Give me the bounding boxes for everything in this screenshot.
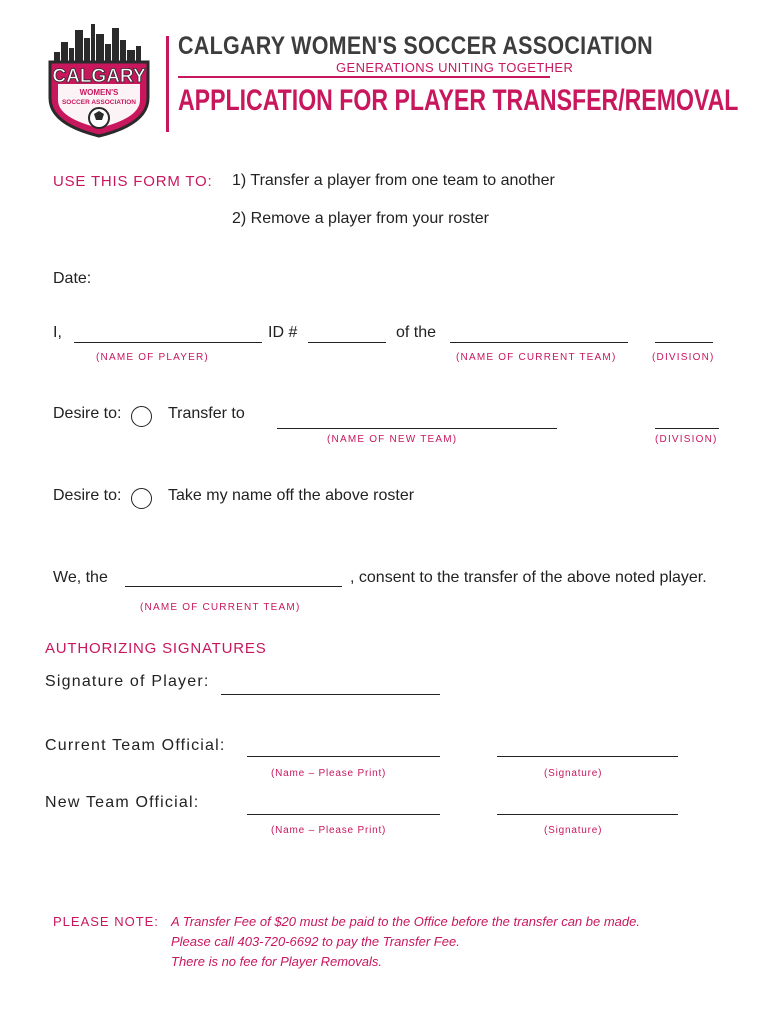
purpose-option-1: 1) Transfer a player from one team to another	[232, 172, 555, 189]
note-line-2: Please call 403-720-6692 to pay the Transfer Fee.	[171, 934, 460, 949]
current-division-field[interactable]	[655, 342, 713, 343]
note-label: PLEASE NOTE:	[53, 914, 159, 929]
logo-text-top: CALGARY	[52, 66, 146, 87]
caption-current-team: (NAME OF CURRENT TEAM)	[456, 352, 617, 363]
consent-suffix: , consent to the transfer of the above noted player.	[350, 569, 707, 586]
player-signature-label: Signature of Player:	[45, 673, 210, 690]
new-team-field[interactable]	[277, 428, 557, 429]
player-signature-field[interactable]	[221, 694, 440, 695]
current-official-label: Current Team Official:	[45, 737, 226, 754]
caption-division: (DIVISION)	[652, 352, 715, 363]
caption-new-official-signature: (Signature)	[544, 825, 603, 836]
removal-desire-label: Desire to:	[53, 487, 122, 504]
tagline: GENERATIONS UNITING TOGETHER	[336, 60, 574, 75]
new-division-field[interactable]	[655, 428, 719, 429]
caption-current-official-name: (Name – Please Print)	[271, 768, 387, 779]
consent-team-field[interactable]	[125, 586, 342, 587]
header-divider	[166, 36, 169, 132]
removal-text: Take my name off the above roster	[168, 487, 415, 504]
of-the-label: of the	[396, 324, 437, 341]
caption-new-team: (NAME OF NEW TEAM)	[327, 434, 458, 445]
caption-current-official-signature: (Signature)	[544, 768, 603, 779]
caption-consent-team: (NAME OF CURRENT TEAM)	[140, 602, 301, 613]
org-name: CALGARY WOMEN'S SOCCER ASSOCIATION	[178, 32, 653, 60]
current-team-field[interactable]	[450, 342, 628, 343]
consent-prefix: We, the	[53, 569, 108, 586]
tagline-underline	[178, 76, 550, 78]
logo	[44, 20, 154, 138]
current-official-signature-field[interactable]	[497, 756, 678, 757]
caption-new-official-name: (Name – Please Print)	[271, 825, 387, 836]
current-official-name-field[interactable]	[247, 756, 440, 757]
logo-graphic	[44, 20, 154, 138]
new-official-signature-field[interactable]	[497, 814, 678, 815]
note-body	[171, 912, 640, 972]
transfer-radio[interactable]	[131, 406, 152, 427]
player-prefix: I,	[53, 324, 62, 341]
note-line-3: There is no fee for Player Removals.	[171, 954, 382, 969]
player-id-field[interactable]	[308, 342, 386, 343]
purpose-option-2: 2) Remove a player from your roster	[232, 210, 489, 227]
caption-new-division: (DIVISION)	[655, 434, 718, 445]
removal-radio[interactable]	[131, 488, 152, 509]
player-name-field[interactable]	[74, 342, 262, 343]
logo-text-bottom: SOCCER ASSOCIATION	[61, 99, 137, 106]
signatures-heading: AUTHORIZING SIGNATURES	[45, 640, 267, 657]
id-label: ID #	[268, 324, 298, 341]
new-official-label: New Team Official:	[45, 794, 200, 811]
date-label: Date:	[53, 270, 92, 287]
logo-text-mid: WOMEN'S	[79, 88, 119, 97]
note-line-1: A Transfer Fee of $20 must be paid to the Office before the transfer can be made.	[171, 914, 640, 929]
transfer-desire-label: Desire to:	[53, 405, 122, 422]
purpose-label: USE THIS FORM TO:	[53, 173, 213, 190]
caption-player: (NAME OF PLAYER)	[96, 352, 209, 363]
new-official-name-field[interactable]	[247, 814, 440, 815]
transfer-text: Transfer to	[168, 405, 245, 422]
form-title: APPLICATION FOR PLAYER TRANSFER/REMOVAL	[178, 84, 739, 117]
